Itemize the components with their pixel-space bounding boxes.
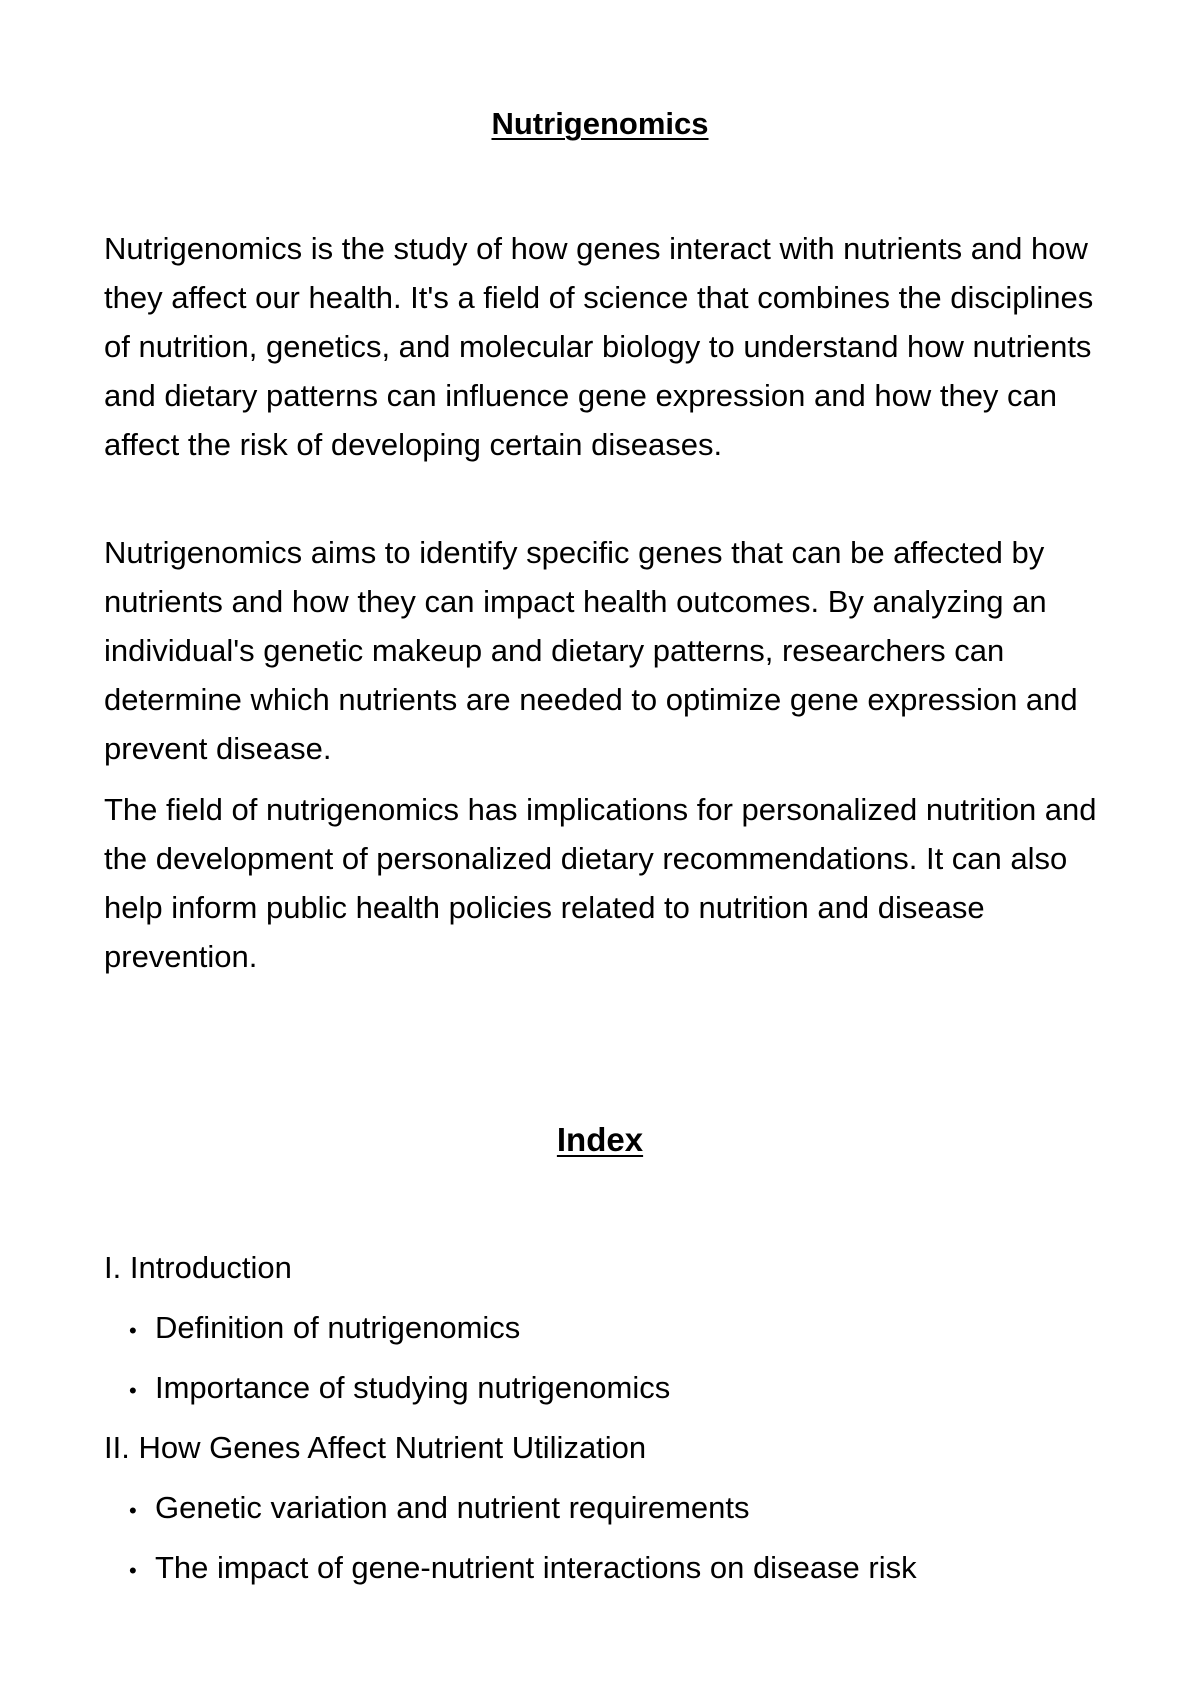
index-section-heading: I. Introduction: [104, 1250, 292, 1285]
index-item-label: Importance of studying nutrigenomics: [155, 1370, 671, 1405]
index-sub-list: [104, 1478, 1104, 1598]
bullet-icon: •: [129, 1498, 137, 1523]
bullet-icon: •: [129, 1318, 137, 1343]
index-section-heading: II. How Genes Affect Nutrient Utilization: [104, 1430, 647, 1465]
paragraph-aims: Nutrigenomics aims to identify specific genes that can be affected by nutrients and how they can impact health outcomes. By analyzing an individual's genetic makeup and dietary patterns, researchers can determine which nutrients are needed to optimize gene expression and prevent disease.: [104, 535, 1078, 766]
index-item: [104, 1298, 1104, 1358]
index-section-introduction: [104, 1238, 1104, 1418]
index-section-gene-utilization: [104, 1418, 1104, 1598]
paragraph-definition: Nutrigenomics is the study of how genes interact with nutrients and how they affect our health. It's a field of science that combines the disciplines of nutrition, genetics, and molecular biology to understand how nutrients and dietary patterns can influence gene expression and how they can affect the risk of developing certain diseases.: [104, 231, 1094, 462]
index-item-label: Genetic variation and nutrient requirements: [155, 1490, 750, 1525]
index-title: Index: [556, 1121, 644, 1158]
index-item: [104, 1478, 1104, 1538]
index-item: [104, 1538, 1104, 1598]
index-item: [104, 1358, 1104, 1418]
document-title: Nutrigenomics: [491, 106, 709, 141]
index-item-label: The impact of gene-nutrient interactions on disease risk: [155, 1550, 917, 1585]
index-list: [104, 1238, 1104, 1598]
index-sub-list: [104, 1298, 1104, 1418]
paragraph-implications: The field of nutrigenomics has implications for personalized nutrition and the development of personalized dietary recommendations. It can also help inform public health policies related to nutrition and disease prevention.: [104, 792, 1097, 974]
bullet-icon: •: [129, 1558, 137, 1583]
index-item-label: Definition of nutrigenomics: [155, 1310, 521, 1345]
bullet-icon: •: [129, 1378, 137, 1403]
